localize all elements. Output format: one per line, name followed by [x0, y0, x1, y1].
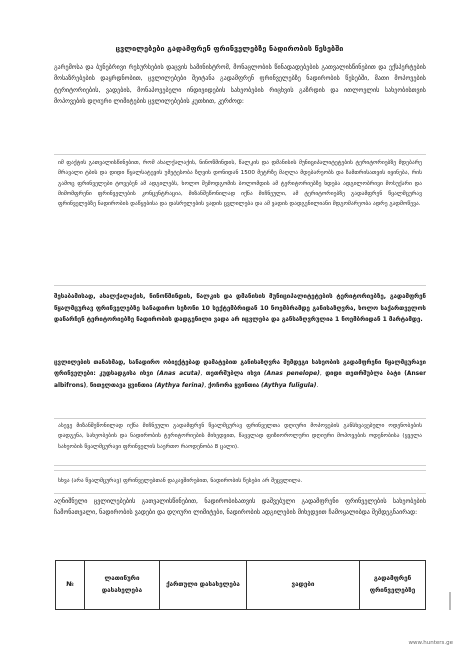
species-3-latin: (Anser albifrons) [54, 371, 427, 389]
species-table [55, 560, 426, 610]
new-species-lead: ცვლილების თანახმად, სანადირო ობიექტებად დამატებით განისაზღვრა შემდეგი სახეობის გადამფრენი წყალმცურავი ფრინველები: [54, 360, 426, 378]
table-header-migratory-birds: გადამფრენ ფრინველებზე [360, 561, 426, 610]
species-4-georgian: წითელთავა ყვინთია [89, 382, 153, 389]
table-header-dates: ვადები [247, 561, 360, 610]
closing-paragraph: აღნიშნული ცვლილებების გათვალისწინებით, ნადირობისათვის დაშვებული გადამფრენი ფრინველების სახეობების ჩამონათვალი, ნადირობის ვადები და დღიური ლიმიტები, ნადირობის ადგილების მიხედვით ჩამოყალიბდა შემდეგნაირად: [54, 498, 426, 517]
intro-paragraph: გარემოსა და ბუნებრივი რესურსების დაცვის სამინისტრომ, მონაცლობის წინადადებების გათვალისწინებით და ექსპერტების მოსაზრებების დაყრდნობით, ცვლილებები შეიტანა გადამფრენ ფრინველებზე ნადირობის წესებში, მათი მოპოვების ტერიტორიების, ვადების, მონაპოვებელი ინდივიდების სახეობების რიცხვის გაზრდის და ითლოვლის სახეობისთვის მოპოვების დღიური ლიმიტების ცვლილებების კუთხით, კერძოდ: [54, 64, 426, 106]
species-3-georgian: დიდი თეთრშუბლა ბატი [325, 371, 401, 378]
species-2-georgian: თეთრშუბლა იხვი [205, 371, 261, 378]
scan-edge-mark [449, 592, 451, 610]
mountain-lakes-note [54, 154, 426, 286]
table-header-row [56, 561, 426, 610]
table-header-georgian-name: ქართული დასახელება [160, 561, 247, 610]
new-species-block [54, 358, 426, 416]
season-dates-paragraph: შესაბამისად, ახალქალაქის, ნინოწმინდის, წალკის და დმანისის მუნიციპალიტეტების ტერიტორიებზე, გადამფრენ წყალმცურავ ფრინველებზე სანადირო სეზონი 10 სექტემბრიდან 10 ნოემბრამდე განისაზღვრა, ხოლო საქართველოს დანარჩენ ტერიტორიებზე ნადირობის დადგენილი ვადა არ იცვლება და განსაზღვრულია 1 ნოემბრიდან 1 მარტამდე. [54, 293, 426, 324]
daily-limit-note [54, 418, 426, 466]
daily-limit-text: ასევე მიზანშეწონილად იქნა მიჩნეული გადამფრენ წყალმცურავ ფრინველთა დღიური მოპოვების განსხვავებული ოდენობების დადგენა, სახეობების და ნადირობის ტერიტორიების მიხედვით, წაყვლად ფიზიოროლური დღიური მოპოვების ოდენობისა (ყველა სახეობის წყალმცურავი ფრინველის საერთო რაოდენობა 8 ცალი). [58, 423, 422, 450]
species-1-latin: (Anas acuta) [156, 371, 201, 378]
species-2-latin: (Anas penelope) [263, 371, 320, 378]
other-birds-note [54, 470, 426, 494]
species-5-georgian: ქოჩორა ყვინთია [208, 382, 260, 389]
other-birds-text: სხვა (არა წყალმცურავ) ფრინველებთან დაკავშირებით, ნადირობის წესები არ შეცვლილა. [58, 478, 303, 484]
mountain-lakes-text: იმ ფაქტის გათვალისწინებით, რომ ახალქალაქის, ნინოწმინდის, წალკის და დმანისის მუნიციპალიტეტების ტერიტორიებზე მდებარე მრავალი ტბის და დიდი წყალსატევის უმეტესობა ზღვის დონიდან 1500 მეტრზე მაღლა მდებარეობს და ზამთრისათვის იყინება, რის გამოც ფრინველები ტოვებენ ამ ადგილებს, ხოლო შემოდგომის ბოლომდის ამ ტერიტორიებზე ხდება ადგილობრივი მოსუქარი და მიმომფრენი ფრინველების კონცენტრაცია, მიზანშეწონილად იქნა მიჩნეული, ამ ტერიტორიებზე გადამფრენ წყალმცურავ ფრინველებზე ნადირობის დაწყებისა და დასრულების ვადის ცვლილება და ამ ვადის დადგენილიანი მდგომარეობა ადრე გადმოწევა. [58, 160, 422, 208]
species-5-latin: (Aythya fuligula) [261, 382, 317, 389]
new-species-text: ცვლილების თანახმად, სანადირო ობიექტებად დამატებით განისაზღვრა შემდეგი სახეობის გადამფრენი წყალმცურავი ფრინველები: კუდსადგისა იხვი (Anas acuta), თეთრშუბლა იხვი (Anas penelope), დიდი თეთრშუბლა ბატი (Anser albifrons), წითელთავა ყვინთია (Aythya ferina), ქოჩორა ყვინთია (Aythya fuligula). [54, 360, 427, 389]
page-title: ცვლილებები გადამფრენ ფრინველებზე ნადირობის წესებში [115, 44, 344, 53]
site-watermark: www.hunters.ge [408, 640, 453, 646]
table-header-number: № [56, 561, 85, 610]
species-1-georgian: კუდსადგისა იხვი [99, 371, 154, 378]
table-header-latin-name: ლათინური დასახელება [85, 561, 160, 610]
species-4-latin: (Aythya ferina) [154, 382, 205, 389]
